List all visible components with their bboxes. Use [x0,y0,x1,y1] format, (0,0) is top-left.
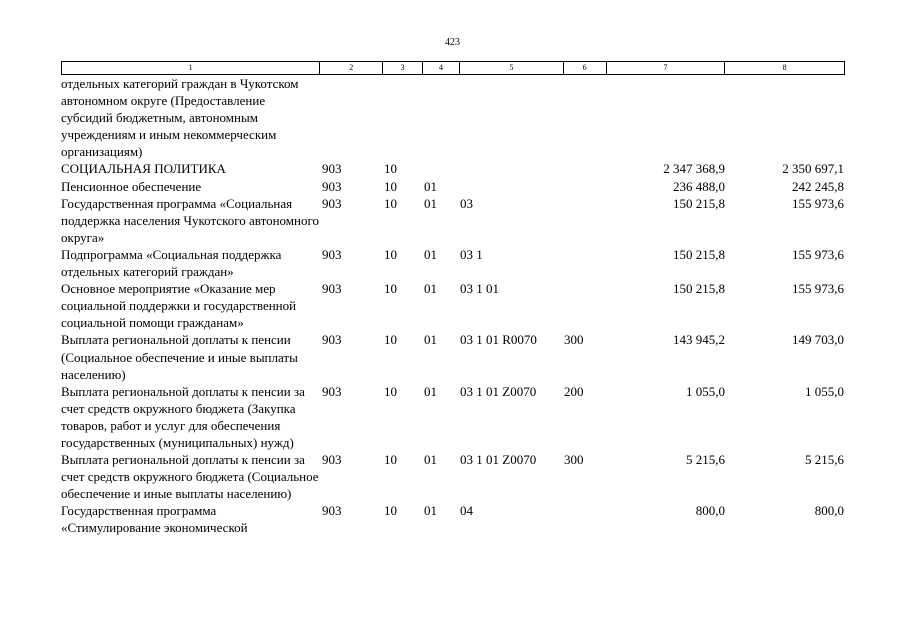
row-target-article: 03 1 01 R0070 [460,332,537,348]
table-row [61,195,845,246]
row-amount-col8: 1 055,0 [805,383,844,399]
row-section: 10 [384,161,397,177]
row-amount-col8: 242 245,8 [792,178,844,194]
row-name: Подпрограмма «Социальная поддержка отдельных категорий граждан» [61,246,282,280]
row-expense-type [563,75,606,160]
row-target-article [459,75,563,160]
budget-table [61,61,845,537]
row-subsection [422,160,459,177]
row-amount-col7: 2 347 368,9 [663,161,725,177]
header-col-7: 7 [606,62,725,74]
row-amount-col7 [606,75,725,160]
row-target-article: 04 [460,503,473,519]
row-expense-type: 200 [564,383,584,399]
row-code [319,75,382,160]
row-amount-col7: 150 215,8 [673,281,725,297]
row-section: 10 [384,246,397,262]
page-number: 423 [445,37,460,48]
row-target-article: 03 1 [460,246,483,262]
row-code: 903 [322,332,342,348]
row-code: 903 [322,161,342,177]
row-expense-type: 300 [564,332,584,348]
row-code: 903 [322,452,342,468]
row-section: 10 [384,452,397,468]
row-expense-type [563,160,606,177]
row-amount-col7: 1 055,0 [686,383,725,399]
table-header [61,61,845,75]
table-row [61,246,845,280]
header-col-8: 8 [724,62,844,74]
row-amount-col7: 143 945,2 [673,332,725,348]
row-amount-col7: 150 215,8 [673,195,725,211]
row-amount-col7: 236 488,0 [673,178,725,194]
row-name: СОЦИАЛЬНАЯ ПОЛИТИКА [61,161,226,177]
row-section: 10 [384,178,397,194]
row-expense-type [563,195,606,246]
row-target-article [459,178,563,195]
row-target-article: 03 1 01 [460,281,499,297]
row-name: Государственная программа «Стимулирование экономической [61,503,248,536]
row-section [382,75,422,160]
row-name: Выплата региональной доплаты к пенсии (Социальное обеспечение и иные выплаты населению) [61,332,298,382]
row-name: Выплата региональной доплаты к пенсии за счет средств окружного бюджета (Социальное обеспечение и иные выплаты населению) [61,452,319,502]
row-section: 10 [384,383,397,399]
row-target-article: 03 1 01 Z0070 [460,452,537,468]
row-subsection: 01 [424,503,437,519]
table-row [61,75,845,160]
row-subsection: 01 [424,281,437,297]
row-amount-col8: 2 350 697,1 [782,161,844,177]
row-target-article: 03 [460,195,473,211]
table-row [61,331,845,382]
row-expense-type [563,502,606,536]
row-section: 10 [384,332,397,348]
table-row [61,160,845,177]
row-name: отдельных категорий граждан в Чукотском автономном округе (Предоставление субсидий бюджетным, автономным учреждениям и иным некоммерческим организациям) [61,76,299,160]
table-row [61,383,845,451]
row-amount-col8: 155 973,6 [792,195,844,211]
row-name: Пенсионное обеспечение [61,178,202,194]
table-row [61,178,845,195]
header-col-6: 6 [563,62,606,74]
row-amount-col7: 800,0 [695,503,725,519]
row-section: 10 [384,503,397,519]
row-subsection: 01 [424,195,437,211]
row-code: 903 [322,503,342,519]
header-col-2: 2 [319,62,382,74]
row-amount-col7: 150 215,8 [673,246,725,262]
table-row [61,280,845,331]
table-row [61,451,845,502]
row-subsection: 01 [424,246,437,262]
header-col-3: 3 [382,62,422,74]
row-amount-col8 [725,75,845,160]
row-code: 903 [322,383,342,399]
header-col-5: 5 [459,62,563,74]
row-subsection [422,75,459,160]
row-subsection: 01 [424,452,437,468]
row-subsection: 01 [424,332,437,348]
row-expense-type: 300 [564,452,584,468]
row-section: 10 [384,281,397,297]
header-col-1: 1 [188,63,193,72]
row-section: 10 [384,195,397,211]
row-name: Выплата региональной доплаты к пенсии за счет средств окружного бюджета (Закупка товаров, работ и услуг для обеспечения государственных (муниципальных) нужд) [61,383,305,450]
row-amount-col8: 800,0 [814,503,844,519]
row-amount-col8: 155 973,6 [792,246,844,262]
row-target-article [459,160,563,177]
row-code: 903 [322,178,342,194]
row-subsection: 01 [424,383,437,399]
row-code: 903 [322,281,342,297]
row-amount-col8: 5 215,6 [805,452,844,468]
row-target-article: 03 1 01 Z0070 [460,383,537,399]
row-expense-type [563,280,606,331]
row-expense-type [563,178,606,195]
row-name: Основное мероприятие «Оказание мер социальной поддержки и государственной социальной помощи гражданам» [61,281,297,331]
row-amount-col8: 149 703,0 [792,332,844,348]
row-amount-col8: 155 973,6 [792,281,844,297]
row-subsection: 01 [424,178,437,194]
table-body [61,75,845,537]
row-expense-type [563,246,606,280]
row-name: Государственная программа «Социальная поддержка населения Чукотского автономного округа» [61,195,319,245]
row-code: 903 [322,195,342,211]
header-col-4: 4 [422,62,459,74]
row-code: 903 [322,246,342,262]
row-amount-col7: 5 215,6 [686,452,725,468]
table-row [61,502,845,536]
